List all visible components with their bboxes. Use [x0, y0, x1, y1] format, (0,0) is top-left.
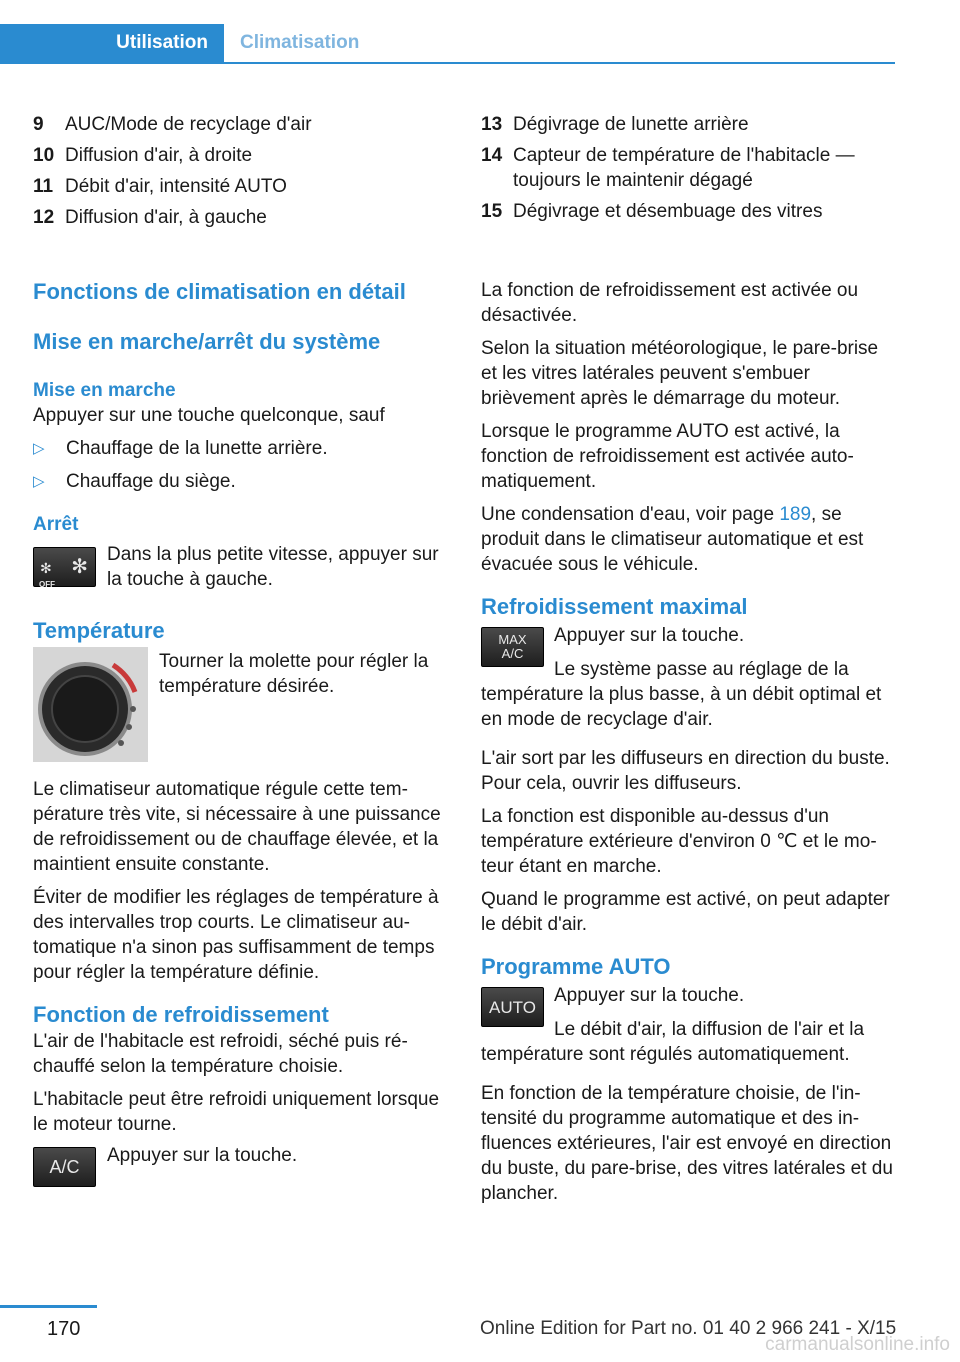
- right-column: [481, 278, 896, 1214]
- triangle-bullet-icon: ▷: [33, 440, 45, 457]
- subheading-switch-on: Mise en marche: [33, 380, 176, 401]
- legend-list-right: [481, 112, 896, 230]
- legend-item: [481, 143, 896, 193]
- section-title-climate-functions: Fonctions de climatisation en détail: [33, 279, 406, 304]
- fan-small-icon: ✻: [40, 560, 52, 576]
- left-column: [33, 278, 448, 1191]
- legend-text: Dégivrage et désembuage des vitres: [513, 201, 823, 222]
- tab-utilisation[interactable]: Utilisation: [0, 24, 224, 62]
- temperature-knob-icon: [33, 647, 148, 762]
- legend-item: [33, 174, 448, 199]
- auto-paragraph-2: En fonction de la température choisie, de l'intensité du programme automatique et des influences extérieures, l'air est envoyé en direction du buste, du pare-brise, des vitres latérales et du plancher.: [481, 1083, 893, 1204]
- fan-off-button-icon: ✻ OFF ✻: [33, 547, 96, 587]
- section-title-cooling: Fonction de refroidissement: [33, 1002, 329, 1027]
- legend-number: 15: [481, 201, 503, 222]
- fogging-paragraph: Selon la situation météorologique, le pare-brise et les vitres latérales peuvent s'embuer brièvement après le démarrage du moteur.: [481, 338, 879, 409]
- legend-list-left: [33, 112, 448, 236]
- legend-item: [33, 205, 448, 230]
- page-link-189[interactable]: 189: [779, 504, 812, 525]
- temperature-paragraph-2: Éviter de modifier les réglages de température à des intervalles trop courts. Le climatiseur automatique n'a sinon pas suffisamment de temps pour régler la température définie.: [33, 887, 439, 983]
- switch-on-text: Appuyer sur une touche quelconque, sauf: [33, 405, 385, 426]
- cooling-paragraph-1: L'air de l'habitacle est refroidi, séché puis réchauffé selon la température choisie.: [33, 1031, 408, 1077]
- legend-item: [481, 112, 896, 137]
- condensation-paragraph: Une condensation d'eau, voir page 189, se produit dans le climatiseur automatique et est évacuée sous le véhicule.: [481, 504, 864, 575]
- legend-text: Diffusion d'air, à droite: [65, 145, 253, 166]
- footer-accent-line: [0, 1305, 97, 1308]
- list-item: ▷ Chauffage du siège.: [33, 471, 236, 492]
- temperature-knob-image: [33, 647, 148, 762]
- temperature-text: Tourner la molette pour régler la température désirée.: [159, 651, 429, 697]
- legend-number: 11: [33, 176, 54, 197]
- max-ac-block: [481, 625, 896, 685]
- legend-number: 9: [33, 114, 44, 135]
- max-paragraph-4: Quand le programme est activé, on peut adapter le débit d'air.: [481, 889, 890, 935]
- legend-item: [481, 199, 896, 224]
- legend-item: [33, 112, 448, 137]
- legend-number: 14: [481, 145, 503, 166]
- temperature-block: [33, 645, 448, 763]
- ac-button-icon: A/C: [33, 1147, 96, 1187]
- list-item: ▷ Chauffage de la lunette arrière.: [33, 438, 328, 459]
- section-title-auto-program: Programme AUTO: [481, 954, 671, 979]
- max-paragraph-2: L'air sort par les diffuseurs en direction du buste. Pour cela, ouvrir les diffuseurs.: [481, 748, 890, 794]
- cooling-toggle-paragraph: La fonction de refroidissement est activée ou désactivée.: [481, 280, 859, 326]
- auto-button-icon: AUTO: [481, 987, 544, 1027]
- legend-text: Dégivrage de lunette arrière: [513, 114, 749, 135]
- exceptions-list: [33, 436, 448, 494]
- fan-icon: ✻: [71, 556, 88, 578]
- legend-text: Diffusion d'air, à gauche: [65, 207, 267, 228]
- max-paragraph-3: La fonction est disponible au-dessus d'un température extérieure d'environ 0 ℃ et le moteur étant en marche.: [481, 806, 877, 877]
- max-ac-button-icon: MAX A/C: [481, 627, 544, 667]
- auto-block: [481, 985, 896, 1045]
- auto-press-text: Appuyer sur la touche.: [554, 985, 745, 1006]
- ac-button-block: [33, 1145, 448, 1191]
- legend-text: Débit d'air, intensité AUTO: [65, 176, 287, 197]
- legend-number: 10: [33, 145, 55, 166]
- ac-press-text: Appuyer sur la touche.: [107, 1145, 298, 1166]
- subheading-switch-off: Arrêt: [33, 514, 79, 535]
- auto-cooling-paragraph: Lorsque le programme AUTO est activé, la fonction de refroidissement est activée automatiquement.: [481, 421, 854, 492]
- edition-text: Online Edition for Part no. 01 40 2 966 241 - X/15: [480, 1318, 897, 1339]
- auto-text: Le débit d'air, la diffusion de l'air et la température sont régulés automatiquement.: [481, 1019, 865, 1065]
- tab-climatisation[interactable]: Climatisation: [240, 32, 360, 53]
- cooling-paragraph-2: L'habitacle peut être refroidi uniquement lorsque le moteur tourne.: [33, 1089, 440, 1135]
- switch-off-block: [33, 545, 448, 603]
- legend-text: Capteur de température de l'habitacle — toujours le maintenir dégagé: [513, 145, 855, 191]
- section-title-temperature: Température: [33, 618, 165, 643]
- watermark: carmanualsonline.info: [765, 1334, 950, 1355]
- legend-text: AUC/Mode de recyclage d'air: [65, 114, 312, 135]
- legend-number: 13: [481, 114, 503, 135]
- temperature-paragraph-1: Le climatiseur automatique régule cette température très vite, si nécessaire à une puissance de refroidissement ou de chauffage élevée, et la maintient ensuite constante.: [33, 779, 441, 875]
- page-number: 170: [47, 1318, 81, 1340]
- max-press-text: Appuyer sur la touche.: [554, 625, 745, 646]
- page-header: [0, 24, 895, 64]
- switch-off-text: Dans la plus petite vitesse, appuyer sur la touche à gauche.: [107, 544, 439, 590]
- legend-number: 12: [33, 207, 55, 228]
- section-title-max-cooling: Refroidissement maximal: [481, 594, 748, 619]
- legend-item: [33, 143, 448, 168]
- section-title-system-on-off: Mise en marche/arrêt du système: [33, 329, 381, 354]
- triangle-bullet-icon: ▷: [33, 473, 45, 490]
- max-text: Le système passe au réglage de la température la plus basse, à un débit optimal et en mode de recyclage d'air.: [481, 659, 882, 730]
